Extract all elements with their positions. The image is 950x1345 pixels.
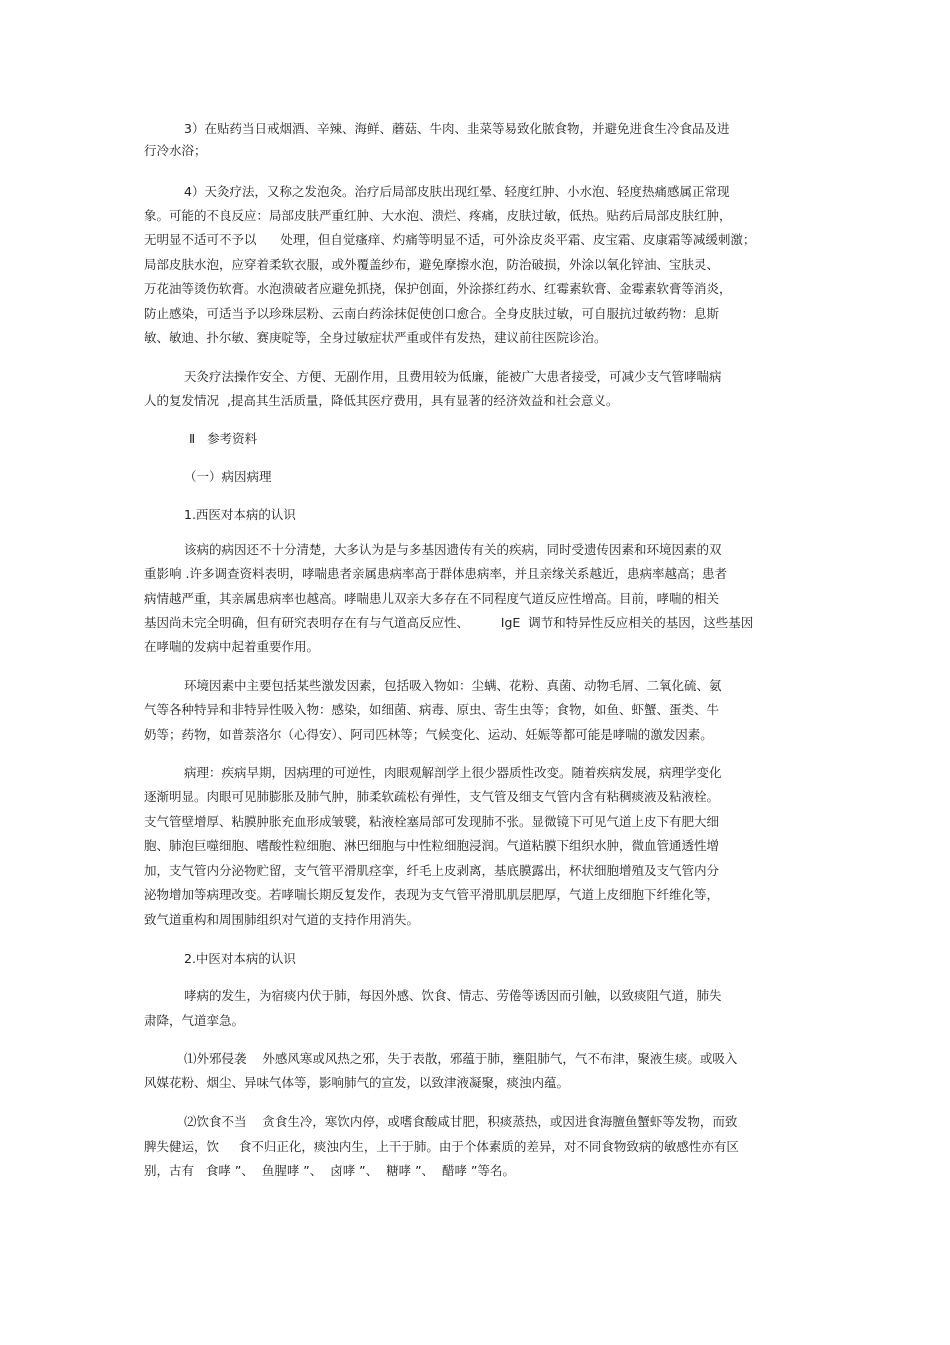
text-line: 风媒花粉、烟尘、异味气体等，影响肺气的宣发，以致津液凝聚，痰浊内蕴。	[144, 1075, 570, 1090]
text-line: 脾失健运，饮 食不归正化，痰浊内生，上干于肺。由于个体素质的差异，对不同食物致病的敏感性亦有区	[144, 1139, 739, 1154]
text-line: 万花油等烫伤软膏。水泡溃破者应避免抓挠，保护创面，外涂搽红药水、红霉素软膏、金霉素软膏等消炎，	[144, 281, 732, 296]
text-line: 防止感染，可适当予以珍珠层粉、云南白药涂抹促使创口愈合。全身皮肤过敏，可自服抗过敏药物：息斯	[144, 306, 720, 321]
text-line: 逐渐明显。肉眼可见肺膨胀及肺气肿，肺柔软疏松有弹性，支气管及细支气管内含有粘稠痰液及粘液栓。	[144, 789, 720, 804]
text-line: 胞、肺泡巨噬细胞、嗜酸性粒细胞、淋巴细胞与中性粒细胞浸润。气道粘膜下组织水肿，微血管通透性增	[144, 838, 720, 853]
text-line: 肃降，气道挛急。	[144, 1013, 245, 1028]
text-line: 行冷水浴；	[144, 143, 207, 158]
section-heading: Ⅱ 参考资料	[189, 431, 258, 446]
text-line: 病情越严重，其亲属患病率也越高。哮喘患儿双亲大多存在不同程度气道反应性增高。目前，哮喘的相关	[144, 591, 720, 606]
text-line: 病理：疾病早期，因病理的可逆性，肉眼观解剖学上很少器质性改变。随着疾病发展，病理学变化	[184, 765, 722, 780]
text-line: 天灸疗法操作安全、方便、无副作用，且费用较为低廉，能被广大患者接受，可减少支气管哮喘病	[184, 369, 722, 384]
text-line: 致气道重构和周围肺组织对气道的支持作用消失。	[144, 912, 420, 927]
subsection-heading: 1.西医对本病的认识	[184, 507, 296, 522]
text-line: 基因尚未完全明确，但有研究表明存在有与气道高反应性、 IgE 调节和特异性反应相关的基因，这些基因	[144, 615, 754, 630]
text-line: 敏、敏迪、扑尔敏、赛庚啶等，全身过敏症状严重或伴有发热，建议前往医院诊治。	[144, 330, 607, 345]
text-line: 奶等；药物，如普萘洛尔（心得安）、阿司匹林等；气候变化、运动、妊娠等都可能是哮喘的激发因素。	[144, 727, 713, 742]
subsection-heading: （一）病因病理	[184, 469, 272, 484]
text-line: 人的复发情况 ,提高其生活质量，降低其医疗费用，具有显著的经济效益和社会意义。	[144, 393, 619, 408]
text-line: 支气管壁增厚、粘膜肿胀充血形成皱襞，粘液栓塞局部可发现肺不张。显微镜下可见气道上皮下有肥大细	[144, 814, 720, 829]
text-line: 环境因素中主要包括某些激发因素，包括吸入物如：尘螨、花粉、真菌、动物毛屑、二氧化硫、氨	[184, 678, 722, 693]
text-line: 别，古有 食哮 ”、 鱼腥哮 ”、 卤哮 ”、 糖哮 ”、 醋哮 ”等名。	[144, 1163, 515, 1178]
text-line: 气等各种特异和非特异性吸入物：感染，如细菌、病毒、原虫、寄生虫等；食物，如鱼、虾蟹、蛋类、牛	[144, 702, 720, 717]
subsection-heading: 2.中医对本病的认识	[184, 951, 296, 966]
text-line: 局部皮肤水泡，应穿着柔软衣服，或外覆盖纱布，避免摩擦水泡，防治破损，外涂以氧化锌油、宝肤灵、	[144, 257, 720, 272]
text-line: 在哮喘的发病中起着重要作用。	[144, 639, 320, 654]
text-line: 无明显不适可不予以 处理，但自觉瘙痒、灼痛等明显不适，可外涂皮炎平霜、皮宝霜、皮康霜等减缓刺激；	[144, 232, 756, 247]
text-line: 4）天灸疗法，又称之发泡灸。治疗后局部皮肤出现红晕、轻度红肿、小水泡、轻度热痛感属正常现	[184, 184, 730, 199]
text-line: 泌物增加等病理改变。若哮喘长期反复发作，表现为支气管平滑肌肌层肥厚，气道上皮细胞下纤维化等，	[144, 887, 720, 902]
text-line: 3）在贴药当日戒烟酒、辛辣、海鲜、蘑菇、牛肉、韭菜等易致化脓食物，并避免进食生冷食品及进	[184, 121, 730, 136]
text-line: ⑵饮食不当 贪食生冷，寒饮内停，或嗜食酸咸甘肥，积痰蒸热，或因进食海膻鱼蟹虾等发物，而致	[184, 1114, 738, 1129]
text-line: 象。可能的不良反应：局部皮肤严重红肿、大水泡、溃烂、疼痛，皮肤过敏，低热。贴药后局部皮肤红肿，	[144, 208, 732, 223]
text-line: 重影响 .许多调查资料表明，哮喘患者亲属患病率高于群体患病率，并且亲缘关系越近，患病率越高；患者	[144, 566, 727, 581]
text-line: 该病的病因还不十分清楚，大多认为是与多基因遗传有关的疾病，同时受遗传因素和环境因素的双	[184, 542, 722, 557]
text-line: 加，支气管内分泌物贮留，支气管平滑肌痉挛，纤毛上皮剥离，基底膜露出，杯状细胞增殖及支气管内分	[144, 863, 720, 878]
text-line: 哮病的发生，为宿痰内伏于肺，每因外感、饮食、情志、劳倦等诱因而引触，以致痰阻气道，肺失	[184, 988, 722, 1003]
text-line: ⑴外邪侵袭 外感风寒或风热之邪，失于表散，邪蕴于肺，壅阻肺气，气不布津，聚液生痰。或吸入	[184, 1051, 738, 1066]
